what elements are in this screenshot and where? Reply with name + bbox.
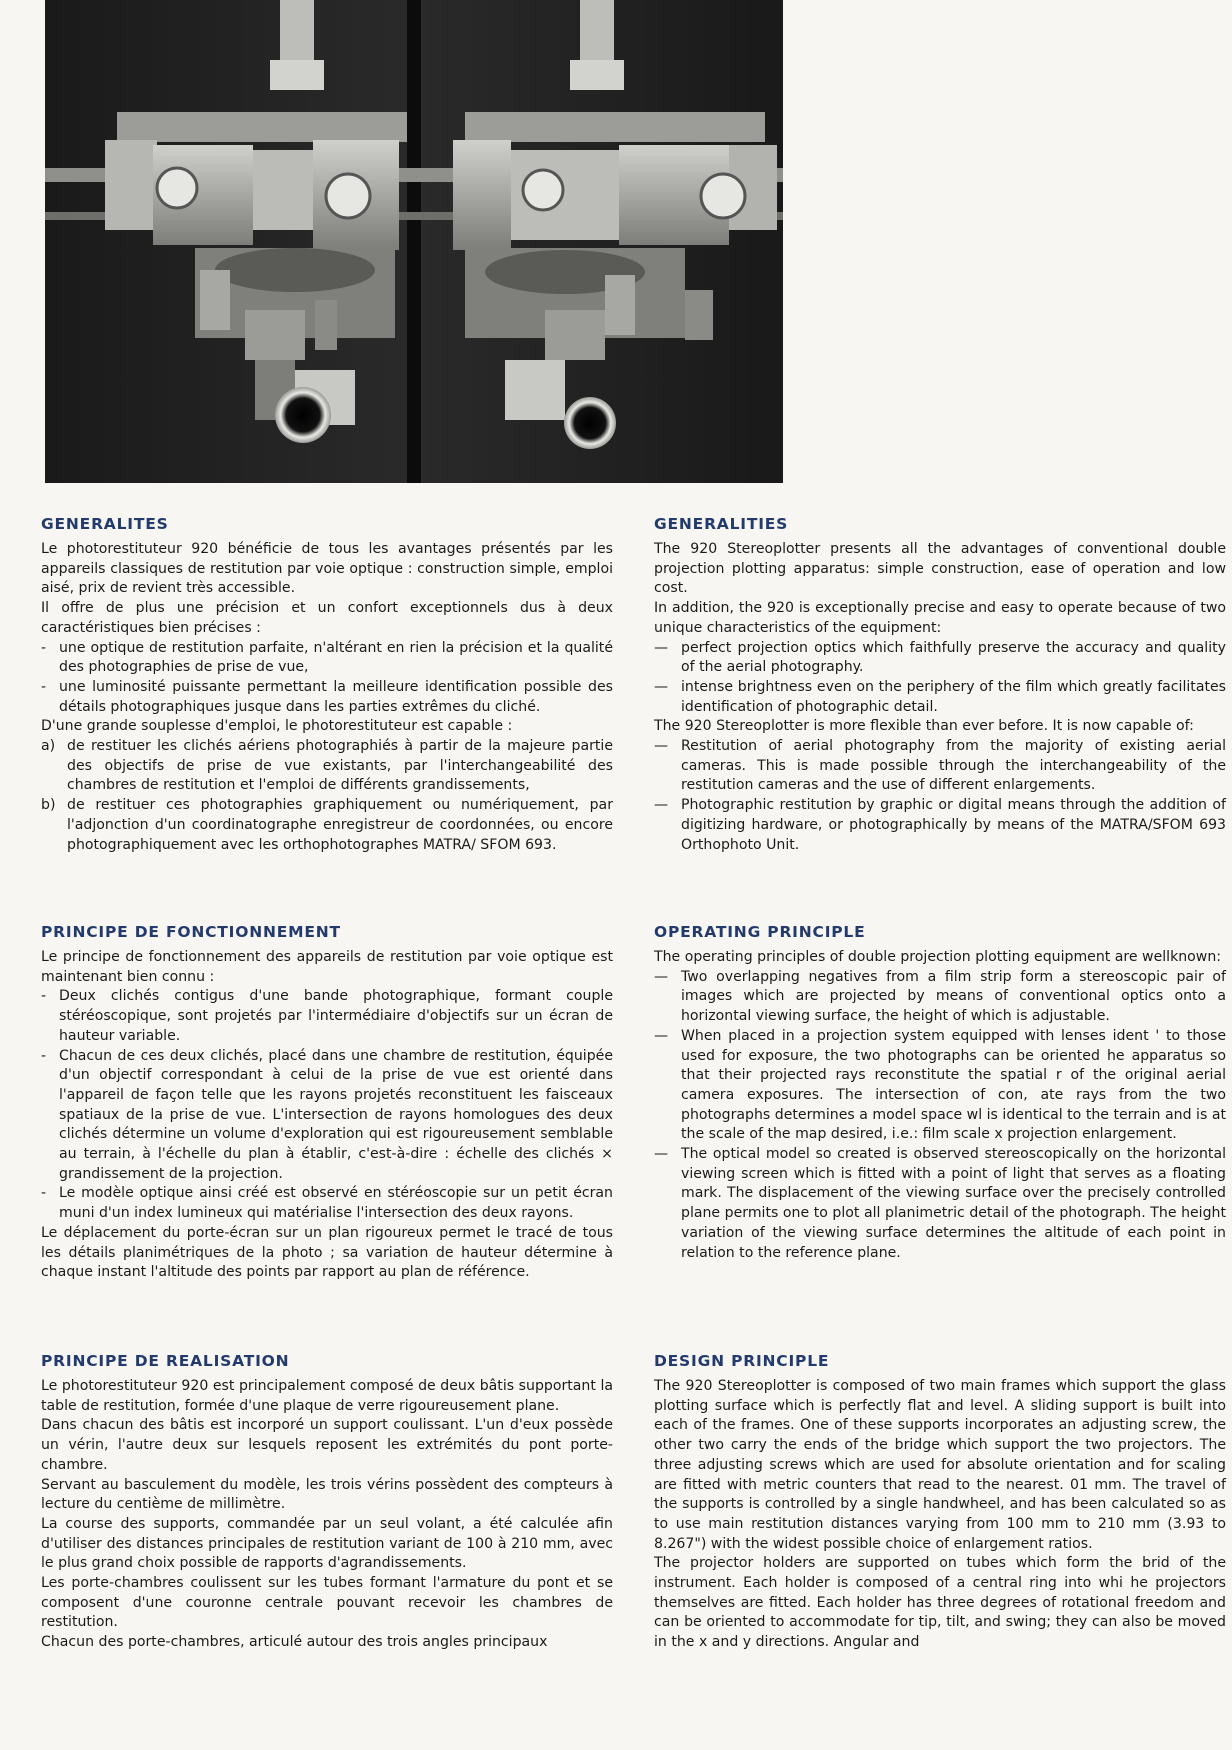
paragraph: La course des supports, commandée par un seul volant, a été calculée afin d'utiliser des distances principales de restitution variant de 100 à 210 mm, avec le plus grand choix possible de rapports d'agrandissements.: [41, 1515, 613, 1572]
paragraph: Dans chacun des bâtis est incorporé un support coulissant. L'un d'eux possède un vérin, l'autre deux sur lesquels reposent les extrémités du pont porte-chambre.: [41, 1417, 613, 1473]
paragraph: Les porte-chambres coulissent sur les tubes formant l'armature du pont et se composent d'une couronne centrale pouvant recevoir les chambres de restitution.: [41, 1575, 613, 1631]
heading-design-principle: DESIGN PRINCIPLE: [654, 1352, 830, 1370]
bullet-list: [654, 639, 1226, 718]
paragraph: D'une grande souplesse d'emploi, le photorestituteur est capable :: [41, 718, 513, 735]
heading-principe-realisation: PRINCIPE DE REALISATION: [41, 1352, 290, 1370]
paragraph: Le photorestituteur 920 est principalement composé de deux bâtis supportant la table de restitution, formée d'une plaque de verre rigoureusement plane.: [41, 1378, 613, 1414]
paragraph: Le déplacement du porte-écran sur un plan rigoureux permet le tracé de tous les détails planimétriques de la photo ; sa variation de hauteur détermine à chaque instant l'altitude des points par rapport au plan de référence.: [41, 1224, 613, 1281]
list-item: — Restitution of aerial photography from the majority of existing aerial cameras. This is made possible through the interchangeability of the restitution cameras and the use of different enlargements.: [654, 737, 1226, 796]
paragraph: Le principe de fonctionnement des appareils de restitution par voie optique est maintenant bien connu :: [41, 949, 613, 985]
section-generalites: [41, 514, 613, 855]
list-item: — Photographic restitution by graphic or digital means through the addition of digitizing hardware, or photographically by means of the MATRA/SFOM 693 Orthophoto Unit.: [654, 796, 1226, 855]
list-item: — When placed in a projection system equipped with lenses ident ' to those used for exposure, the two photographs can be oriented he apparatus so that their projected rays reconstitute the spatial r of the original aerial camera exposures. The intersection of con, ate rays from the two photographs determines a model space wl is identical to the terrain and is at the scale of the map desired, i.e.: film scale x projection enlargement.: [654, 1027, 1226, 1145]
list-item: b) de restituer ces photographies graphiquement ou numériquement, par l'adjonction d'un coordinatographe enregistreur de coordonnées, ou encore photographiquement avec les orthophotographes MATRA/ SFOM 693.: [41, 797, 613, 853]
list-item: — The optical model so created is observed stereoscopically on the horizontal viewing screen which is fitted with a point of light that serves as a floating mark. The displacement of the viewing surface over the precisely controlled plane permits one to plot all planimetric detail of the photograph. The height variation of the viewing surface determines the altitude of each point in relation to the reference plane.: [654, 1145, 1226, 1263]
bullet-list: [41, 987, 613, 1223]
list-item: - Chacun de ces deux clichés, placé dans une chambre de restitution, équipée d'un objectif correspondant à celui de la prise de vue est orienté dans l'appareil de façon telle que les rayons projetés reconstituent les faisceaux spatiaux de la prise de vue. L'intersection de rayons homologues des deux clichés détermine un volume d'exploration qui est rigoureusement semblable au terrain, à l'échelle du plan à établir, c'est-à-dire : échelle des clichés × grandissement de la projection.: [41, 1047, 613, 1185]
section-generalities: [654, 514, 1226, 855]
section-design-principle: [654, 1351, 1226, 1653]
lettered-list: [41, 737, 613, 855]
paragraph: In addition, the 920 is exceptionally precise and easy to operate because of two unique characteristics of the equipment:: [654, 600, 1226, 636]
paragraph: The 920 Stereoplotter is composed of two main frames which support the glass plotting surface which is perfectly flat and level. A sliding support is built into each of the frames. One of these supports incorporates an adjusting screw, the other two carry the ends of the bridge which support the two projectors. The three adjusting screws which are used for absolute orientation and for scaling are fitted with metric counters that read to the nearest. 01 mm. The travel of the supports is controlled by a single handwheel, and has been calculated so as to use main restitution distances varying from 100 mm to 210 mm (3.93 to 8.267") with the widest possible choice of enlargement ratios.: [654, 1378, 1226, 1552]
list-item: - Le modèle optique ainsi créé est observé en stéréoscopie sur un petit écran muni d'un index lumineux qui matérialise l'intersection des deux rayons.: [41, 1184, 613, 1223]
list-item: - une optique de restitution parfaite, n'altérant en rien la précision et la qualité des photographies de prise de vue,: [41, 639, 613, 678]
list-item: — intense brightness even on the periphery of the film which greatly facilitates identification of photographic detail.: [654, 678, 1226, 717]
list-item: - Deux clichés contigus d'une bande photographique, formant couple stéréoscopique, sont projetés par l'intermédiaire d'objectifs sur un écran de hauteur variable.: [41, 987, 613, 1046]
paragraph: Servant au basculement du modèle, les trois vérins possèdent des compteurs à lecture du centième de millimètre.: [41, 1476, 613, 1513]
section-principe-fonctionnement: [41, 922, 613, 1283]
list-item: — perfect projection optics which faithfully preserve the accuracy and quality of the aerial photography.: [654, 639, 1226, 678]
section-operating-principle: [654, 922, 1226, 1263]
bullet-list: [41, 639, 613, 718]
heading-generalites: GENERALITES: [41, 515, 169, 533]
paragraph: Chacun des porte-chambres, articulé autour des trois angles principaux: [41, 1634, 548, 1651]
paragraph: The 920 Stereoplotter presents all the advantages of conventional double projection plotting apparatus: simple construction, ease of operation and low cost.: [654, 541, 1226, 597]
heading-principe-fonctionnement: PRINCIPE DE FONCTIONNEMENT: [41, 923, 341, 941]
section-principe-realisation: [41, 1351, 613, 1653]
bullet-list: [654, 968, 1226, 1264]
paragraph: The projector holders are supported on tubes which form the brid of the instrument. Each holder is composed of a central ring into whi he projectors themselves are fitted. Each holder has three degrees of rotational freedom and can be oriented to accommodate for tip, tilt, and swing; they can also be moved in the x and y directions. Angular and: [654, 1555, 1226, 1651]
bullet-list: [654, 737, 1226, 855]
list-item: - une luminosité puissante permettant la meilleure identification possible des détails photographiques jusque dans les parties extrêmes du cliché.: [41, 678, 613, 717]
heading-generalities: GENERALITIES: [654, 515, 789, 533]
stereoplotter-photo-icon: [45, 0, 783, 483]
list-item: a) de restituer les clichés aériens photographiés à partir de la majeure partie des objectifs de prise de vue existants, par l'interchangeabilité des chambres de restitution et l'emploi de différents grandissements,: [41, 738, 613, 794]
heading-operating-principle: OPERATING PRINCIPLE: [654, 923, 866, 941]
paragraph: Le photorestituteur 920 bénéficie de tous les avantages présentés par les appareils classiques de restitution par voie optique : construction simple, emploi aisé, prix de revient très accessible.: [41, 541, 613, 597]
stereoplotter-photo: [45, 0, 783, 483]
list-item: — Two overlapping negatives from a film strip form a stereoscopic pair of images which are projected by means of conventional optics onto a horizontal viewing surface, the height of which is adjustable.: [654, 968, 1226, 1027]
paragraph: The operating principles of double projection plotting equipment are wellknown:: [654, 949, 1222, 965]
paragraph: The 920 Stereoplotter is more flexible than ever before. It is now capable of:: [654, 718, 1194, 735]
paragraph: Il offre de plus une précision et un confort exceptionnels dus à deux caractéristiques bien précises :: [41, 600, 613, 636]
